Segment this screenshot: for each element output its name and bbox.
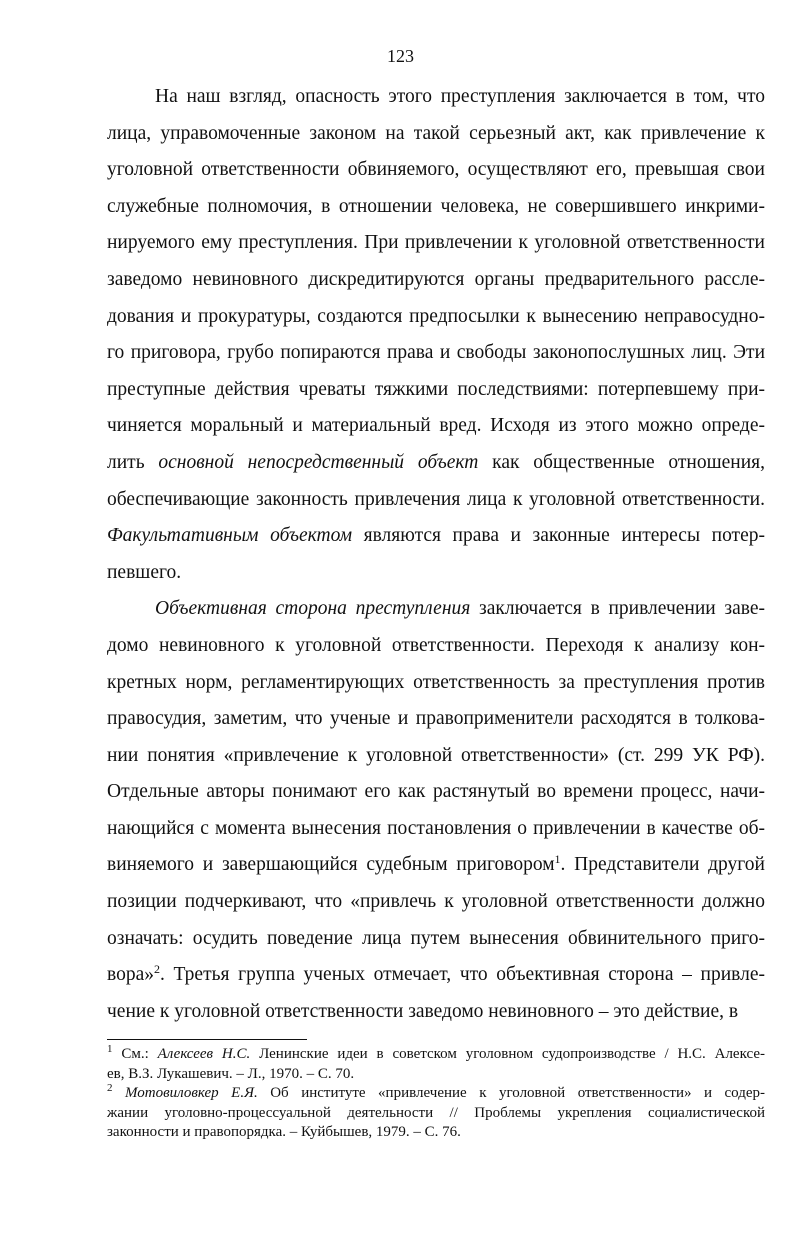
text-run: как общественные отношения,: [478, 451, 765, 473]
text-run: певшего.: [107, 561, 182, 583]
footnotes: [107, 1045, 765, 1143]
footnote-line: [107, 1084, 765, 1104]
text-run: кретных норм, регламентирующих ответственность за преступления против: [107, 671, 765, 693]
paragraph-line: [107, 445, 765, 482]
text-run: . Третья группа ученых отмечает, что объективная сторона – привле-: [159, 964, 765, 986]
text-run: [113, 1085, 126, 1101]
text-run: нии понятия «привлечение к уголовной ответственности» (ст. 299 УК РФ).: [107, 744, 765, 766]
paragraph-line: [107, 701, 765, 738]
text-run: домо невиновного к уголовной ответственности. Переходя к анализу кон-: [107, 634, 765, 656]
text-run: обеспечивающие законность привлечения лица к уголовной ответственности.: [107, 488, 765, 510]
text-run: Отдельные авторы понимают его как растянутый во времени процесс, начи-: [107, 781, 765, 803]
paragraph-line: [107, 225, 765, 262]
footnote-2: [107, 1084, 765, 1143]
text-run: ев, В.З. Лукашевич. – Л., 1970. – С. 70.: [107, 1065, 355, 1082]
paragraph-line: [107, 847, 765, 884]
footnote-line: [107, 1045, 765, 1065]
paragraph-line: [107, 189, 765, 226]
paragraph-line: [107, 628, 765, 665]
paragraph-line: [107, 884, 765, 921]
paragraph-line: [107, 738, 765, 775]
text-run: преступные действия чреваты тяжкими последствиями: потерпевшему при-: [107, 378, 765, 400]
text-run: виняемого и завершающийся судебным приговором: [107, 854, 555, 876]
paragraph-line: [107, 555, 765, 592]
paragraph-line: [107, 921, 765, 958]
text-run: См.:: [112, 1046, 158, 1062]
text-run: нающийся с момента вынесения постановления о привлечении в качестве об-: [107, 817, 765, 839]
paragraph-line: [107, 811, 765, 848]
text-run: законности и правопорядка. – Куйбышев, 1979. – С. 76.: [107, 1124, 461, 1141]
paragraph-line: [107, 408, 765, 445]
text-run: чение к уголовной ответственности заведомо невиновного – это действие, в: [107, 1000, 739, 1022]
footnote-marker: 2: [153, 962, 160, 977]
text-run: На наш взгляд, опасность этого преступления заключается в том, что: [155, 86, 765, 107]
text-run: заведомо невиновного дискредитируются органы предварительного рассле-: [107, 268, 765, 290]
paragraph-2: [107, 591, 765, 1030]
paragraph-line: [107, 957, 765, 994]
paragraph-line: [107, 116, 765, 153]
italic-text: Алексеев Н.С.: [157, 1046, 251, 1062]
text-run: Ленинские идеи в советском уголовном судопроизводстве / Н.С. Алексе-: [250, 1046, 765, 1062]
text-run: вора»: [107, 964, 154, 986]
paragraph-line: [107, 79, 765, 116]
text-run: являются права и законные интересы потер-: [352, 525, 765, 547]
page-number: 123: [387, 46, 414, 66]
text-run: служебные полномочия, в отношении человека, не совершившего инкрими-: [107, 195, 765, 217]
text-run: . Представители другой: [560, 854, 765, 876]
main-text: [107, 79, 765, 1030]
footnote-line: [107, 1104, 765, 1124]
footnote-divider: [107, 1039, 307, 1040]
text-run: го приговора, грубо попираются права и свободы законопослушных лиц. Эти: [107, 342, 765, 364]
paragraph-line: [107, 482, 765, 519]
footnote-line: [107, 1123, 765, 1143]
text-run: нируемого ему преступления. При привлечении к уголовной ответственности: [107, 232, 765, 254]
paragraph-line: [107, 335, 765, 372]
italic-text: Факультативным объектом: [107, 525, 353, 547]
paragraph-line: [107, 774, 765, 811]
paragraph-line: [107, 665, 765, 702]
footnote-1: [107, 1045, 765, 1084]
paragraph-line: [107, 152, 765, 189]
italic-text: основной непосредственный объект: [158, 451, 479, 473]
italic-text: Мотовиловкер Е.Я.: [125, 1085, 258, 1102]
text-run: уголовной ответственности обвиняемого, осуществляют его, превышая свои: [107, 159, 765, 181]
text-run: правосудия, заметим, что ученые и правоприменители расходятся в толкова-: [107, 708, 765, 730]
paragraph-line: [107, 262, 765, 299]
text-run: Об институте «привлечение к уголовной ответственности» и содер-: [257, 1085, 766, 1102]
footnote-marker: 1: [107, 1043, 113, 1055]
text-run: означать: осудить поведение лица путем вынесения обвинительного приго-: [107, 927, 765, 949]
paragraph-line: [107, 591, 765, 628]
text-run: дования и прокуратуры, создаются предпосылки к вынесению неправосудно-: [107, 305, 765, 327]
footnote-line: [107, 1065, 765, 1085]
text-run: позиции подчеркивают, что «привлечь к уголовной ответственности должно: [107, 891, 765, 913]
paragraph-line: [107, 299, 765, 336]
paragraph-line: [107, 372, 765, 409]
footnote-marker: 2: [107, 1082, 113, 1095]
paragraph-line: [107, 994, 765, 1031]
text-run: лица, управомоченные законом на такой серьезный акт, как привлечение к: [107, 122, 765, 144]
text-run: заключается в привлечении заве-: [470, 598, 765, 620]
paragraph-1: [107, 79, 765, 591]
text-run: чиняется моральный и материальный вред. Исходя из этого можно опреде-: [107, 415, 765, 437]
italic-text: Объективная сторона преступления: [155, 598, 471, 620]
paragraph-line: [107, 518, 765, 555]
text-run: жании уголовно-процессуальной деятельности // Проблемы укрепления социалистической: [107, 1104, 765, 1121]
text-run: лить: [107, 451, 159, 473]
footnote-marker: 1: [554, 852, 561, 867]
